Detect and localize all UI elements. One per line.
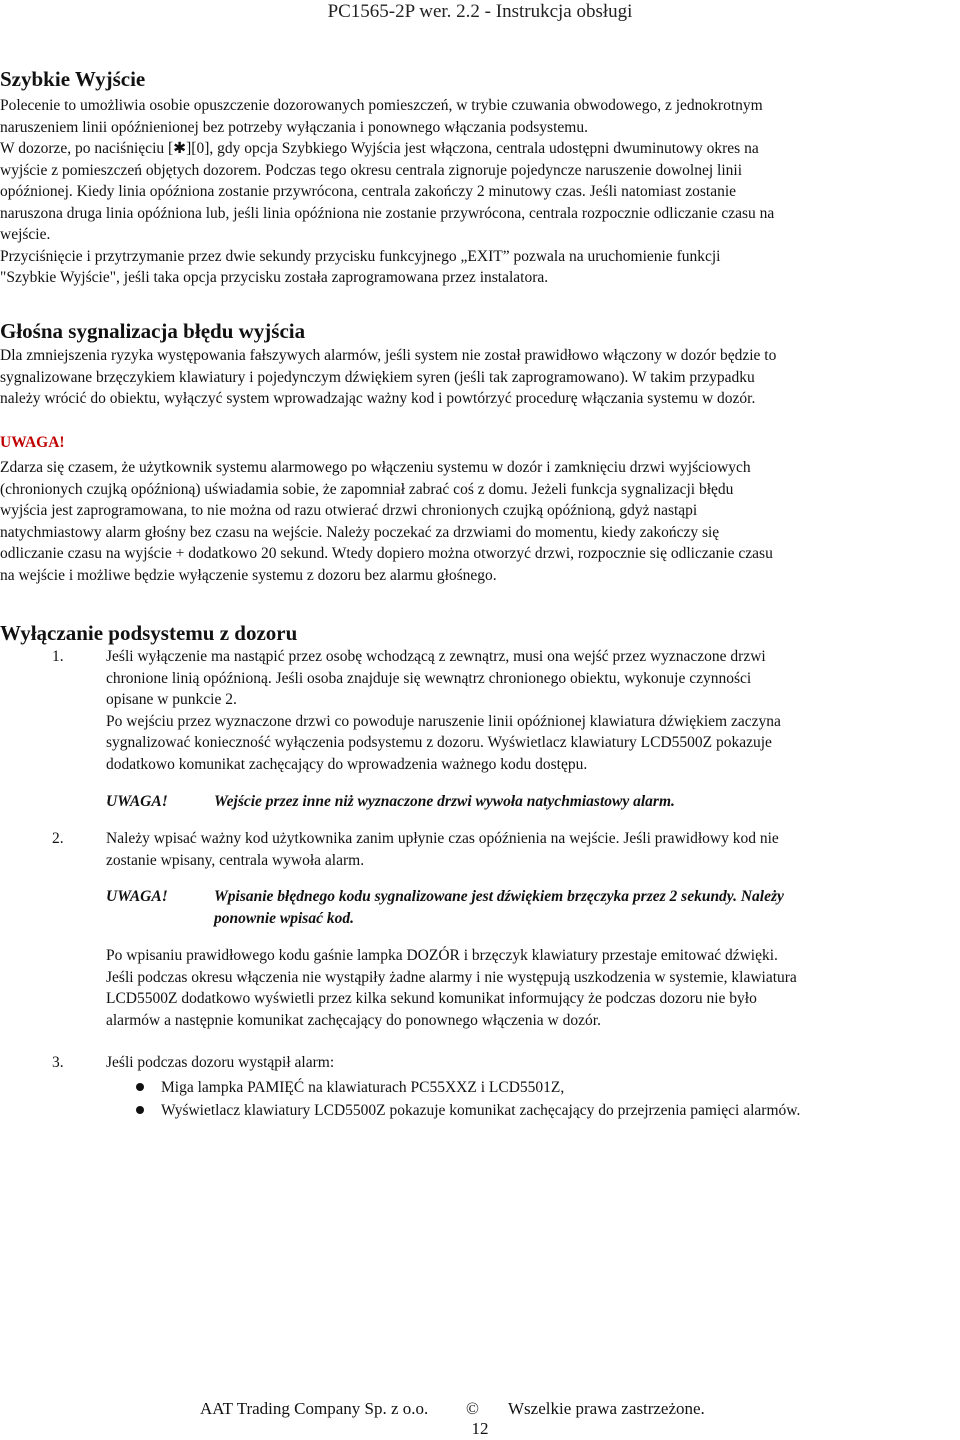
- text-line: Przyciśnięcie i przytrzymanie przez dwie sekundy przycisku funkcyjnego „EXIT” pozwala na uruchomienie funkcji: [0, 247, 721, 265]
- text-line: Wpisanie błędnego kodu sygnalizowane jest dźwiękiem brzęczyka przez 2 sekundy. Należy: [214, 888, 784, 905]
- list-item-body: [106, 646, 960, 775]
- section-heading-quick-exit: Szybkie Wyjście: [0, 67, 146, 91]
- bullet-text: Miga lampka PAMIĘĆ na klawiaturach PC55XXZ i LCD5501Z,: [161, 1079, 565, 1096]
- text-line: Po wejściu przez wyznaczone drzwi co powoduje naruszenie linii opóźnionej klawiatura dźwiękiem zaczyna: [106, 712, 781, 730]
- footer-rights: Wszelkie prawa zastrzeżone.: [508, 1399, 705, 1418]
- text-line: sygnalizować konieczność wyłączenia podsystemu z dozoru. Wyświetlacz klawiatury LCD5500Z pokazuje: [106, 734, 772, 751]
- section-heading-disarm: Wyłączanie podsystemu z dozoru: [0, 621, 298, 645]
- list-item-3: [0, 1052, 960, 1074]
- list-item-1: [0, 646, 960, 776]
- text-line: wyjścia jest zaprogramowana, to nie można od razu otwierać drzwi chronionych czujką opóźnioną, gdyż nastąpi: [0, 502, 698, 519]
- list-item-body: Jeśli podczas dozoru wystąpił alarm:: [106, 1054, 335, 1071]
- text-line: Należy wpisać ważny kod użytkownika zanim upłynie czas opóźnienia na wejście. Jeśli prawidłowy kod nie: [106, 830, 779, 847]
- note-label: UWAGA!: [106, 888, 168, 905]
- text-line: Po wpisaniu prawidłowego kodu gaśnie lampka DOZÓR i brzęczyk klawiatury przestaje emitować dźwięki.: [106, 947, 778, 964]
- text-line: na wejście i możliwe będzie wyłączenie systemu z dozoru bez alarmu głośnego.: [0, 566, 497, 584]
- text-line: dodatkowo komunikat zachęcający do wprowadzenia ważnego kodu dostępu.: [106, 755, 588, 773]
- warning-paragraph: [0, 457, 960, 586]
- note-2: [106, 886, 960, 930]
- text-line: opisane w punkcie 2.: [106, 691, 237, 708]
- text-line: opóźnionej. Kiedy linia opóźniona zostanie przywrócona, centrala zakończy 2 minutowy czas. Jeśli natomiast zostanie: [0, 183, 737, 200]
- list-number: 1.: [52, 648, 64, 665]
- text-line: chronione linią opóźnioną. Jeśli osoba znajduje się wewnątrz chronionego obiektu, wykonuje czynności: [106, 669, 752, 687]
- text-line: Zdarza się czasem, że użytkownik systemu alarmowego po włączeniu systemu w dozór i zamknięciu drzwi wyjściowych: [0, 459, 751, 476]
- text-line: sygnalizowane brzęczykiem klawiatury i pojedynczym dźwiękiem syren (jeśli tak zaprogramowano). W takim przypadku: [0, 368, 755, 386]
- section-heading-exit-fault: Głośna sygnalizacja błędu wyjścia: [0, 319, 306, 343]
- list-number: 2.: [52, 830, 64, 847]
- page-number: 12: [471, 1419, 489, 1438]
- text-line: W dozorze, po naciśnięciu [✱][0], gdy opcja Szybkiego Wyjścia jest włączona, centrala udostępni dwuminutowy okres na: [0, 140, 759, 157]
- quick-exit-paragraph: [0, 95, 960, 289]
- text-line: należy wrócić do obiektu, wyłączyć system wprowadzając ważny kod i powtórzyć procedurę włączania systemu w dozór.: [0, 390, 756, 407]
- list-item-body: [106, 945, 960, 1031]
- text-line: wyjście z pomieszczeń objętych dozorem. Podczas tego okresu centrala zignoruje pojedyncze naruszenie dowolnej linii: [0, 161, 743, 179]
- bullet-text: Wyświetlacz klawiatury LCD5500Z pokazuje komunikat zachęcający do przejrzenia pamięci alarmów.: [161, 1102, 801, 1119]
- text-line: Dla zmniejszenia ryzyka występowania fałszywych alarmów, jeśli system nie został prawidłowo włączony w dozór będzie to: [0, 347, 777, 364]
- note-text: Wejście przez inne niż wyznaczone drzwi wywoła natychmiastowy alarm.: [214, 793, 675, 810]
- text-line: alarmów a następnie komunikat zachęcający do ponownego włączenia w dozór.: [106, 1011, 601, 1029]
- text-line: natychmiastowy alarm głośny bez czasu na wejście. Należy poczekać za drzwiami do momentu, kiedy zakończy się: [0, 523, 720, 541]
- list-item-body: [106, 828, 960, 871]
- list-item-2: [0, 828, 960, 872]
- text-line: Polecenie to umożliwia osobie opuszczenie dozorowanych pomieszczeń, w trybie czuwania obwodowego, z jednokrotnym: [0, 97, 763, 114]
- text-line: (chronionych czujką opóźnioną) uświadamia sobie, że zapomniał zabrać coś z domu. Jeżeli funkcja sygnalizacji błędu: [0, 480, 734, 498]
- page-header: PC1565-2P wer. 2.2 - Instrukcja obsługi: [327, 1, 633, 22]
- footer-company: AAT Trading Company Sp. z o.o.: [200, 1399, 429, 1418]
- text-line: naruszeniem linii opóźnienionej bez potrzeby wyłączania i ponownego włączania podsystemu.: [0, 118, 588, 136]
- list-number: 3.: [52, 1054, 64, 1071]
- warning-label: UWAGA!: [0, 434, 65, 451]
- text-line: ponownie wpisać kod.: [214, 909, 354, 927]
- exit-fault-paragraph: [0, 345, 960, 410]
- list-item-2-continuation: [0, 945, 960, 1035]
- note-1: [106, 791, 960, 813]
- text-line: zostanie wpisany, centrala wywoła alarm.: [106, 851, 365, 869]
- bullet-icon: [136, 1106, 144, 1114]
- bullet-icon: [136, 1083, 144, 1091]
- text-line: wejście.: [0, 226, 51, 243]
- copyright-icon: ©: [466, 1399, 479, 1418]
- note-label: UWAGA!: [106, 793, 168, 810]
- note-text: [214, 886, 960, 929]
- text-line: "Szybkie Wyjście", jeśli taka opcja przycisku została zaprogramowana przez instalatora.: [0, 269, 549, 286]
- text-line: Jeśli podczas okresu włączenia nie wystąpiły żadne alarmy i nie występują uszkodzenia w systemie, klawiatura: [106, 968, 797, 986]
- text-line: naruszona druga linia opóźniona lub, jeśli linia opóźniona nie zostanie przywrócona, centrala rozpocznie odliczanie czasu na: [0, 204, 775, 222]
- text-line: LCD5500Z dodatkowo wyświetli przez kilka sekund komunikat informujący że podczas dozoru nie było: [106, 990, 757, 1007]
- text-line: odliczanie czasu na wyjście + dodatkowo 20 sekund. Wtedy dopiero można otworzyć drzwi, rozpocznie się odliczanie czasu: [0, 545, 773, 562]
- text-line: Jeśli wyłączenie ma nastąpić przez osobę wchodzącą z zewnątrz, musi ona wejść przez wyznaczone drzwi: [106, 648, 766, 665]
